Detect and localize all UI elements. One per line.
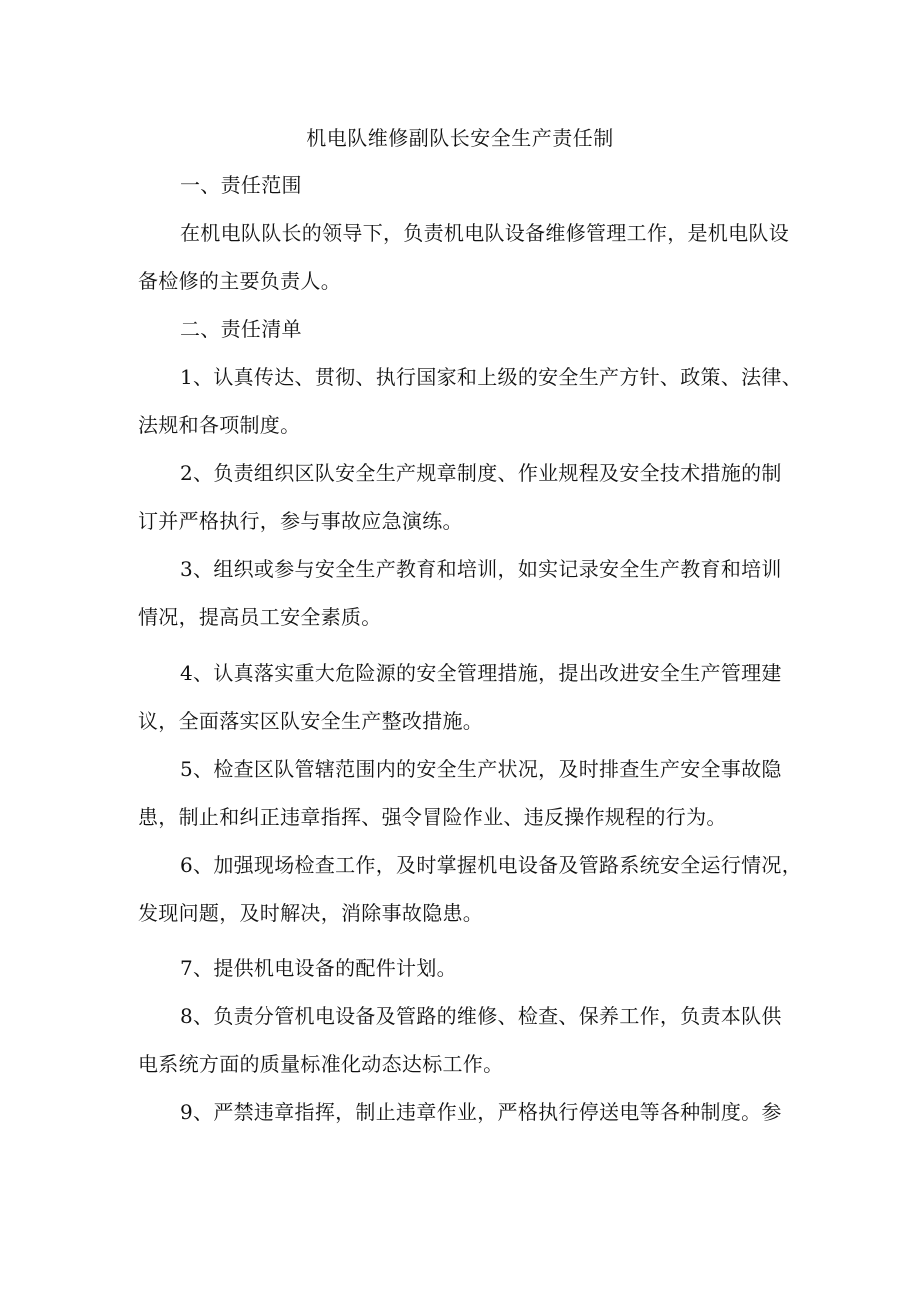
list-item-line: 议，全面落实区队安全生产整改措施。 — [138, 709, 484, 733]
list-item-line: 7、提供机电设备的配件计划。 — [180, 956, 457, 980]
list-item-line: 2、负责组织区队安全生产规章制度、作业规程及安全技术措施的制 — [180, 461, 782, 485]
section-heading-list: 二、责任清单 — [180, 317, 302, 341]
list-item-line: 6、加强现场检查工作，及时掌握机电设备及管路系统安全运行情况， — [180, 853, 803, 877]
list-item-line: 发现问题，及时解决，消除事故隐患。 — [138, 901, 484, 925]
list-item-line: 9、严禁违章指挥，制止违章作业，严格执行停送电等各种制度。参 — [180, 1100, 782, 1124]
document-title: 机电队维修副队长安全生产责任制 — [306, 126, 614, 150]
list-item-line: 1、认真传达、贯彻、执行国家和上级的安全生产方针、政策、法律、 — [180, 365, 803, 389]
list-item-line: 患，制止和纠正违章指挥、强令冒险作业、违反操作规程的行为。 — [138, 805, 727, 829]
paragraph-line: 备检修的主要负责人。 — [138, 269, 341, 293]
paragraph-line: 在机电队队长的领导下，负责机电队设备维修管理工作，是机电队设 — [180, 221, 789, 245]
list-item-line: 订并严格执行，参与事故应急演练。 — [138, 509, 463, 533]
list-item-line: 8、负责分管机电设备及管路的维修、检查、保养工作，负责本队供 — [180, 1004, 782, 1028]
list-item-line: 3、组织或参与安全生产教育和培训，如实记录安全生产教育和培训 — [180, 557, 782, 581]
list-item-line: 5、检查区队管辖范围内的安全生产状况，及时排查生产安全事故隐 — [180, 757, 782, 781]
list-item-line: 情况，提高员工安全素质。 — [138, 605, 382, 629]
section-heading-scope: 一、责任范围 — [180, 173, 302, 197]
list-item-line: 4、认真落实重大危险源的安全管理措施，提出改进安全生产管理建 — [180, 661, 782, 685]
list-item-line: 法规和各项制度。 — [138, 413, 301, 437]
list-item-line: 电系统方面的质量标准化动态达标工作。 — [138, 1052, 504, 1076]
